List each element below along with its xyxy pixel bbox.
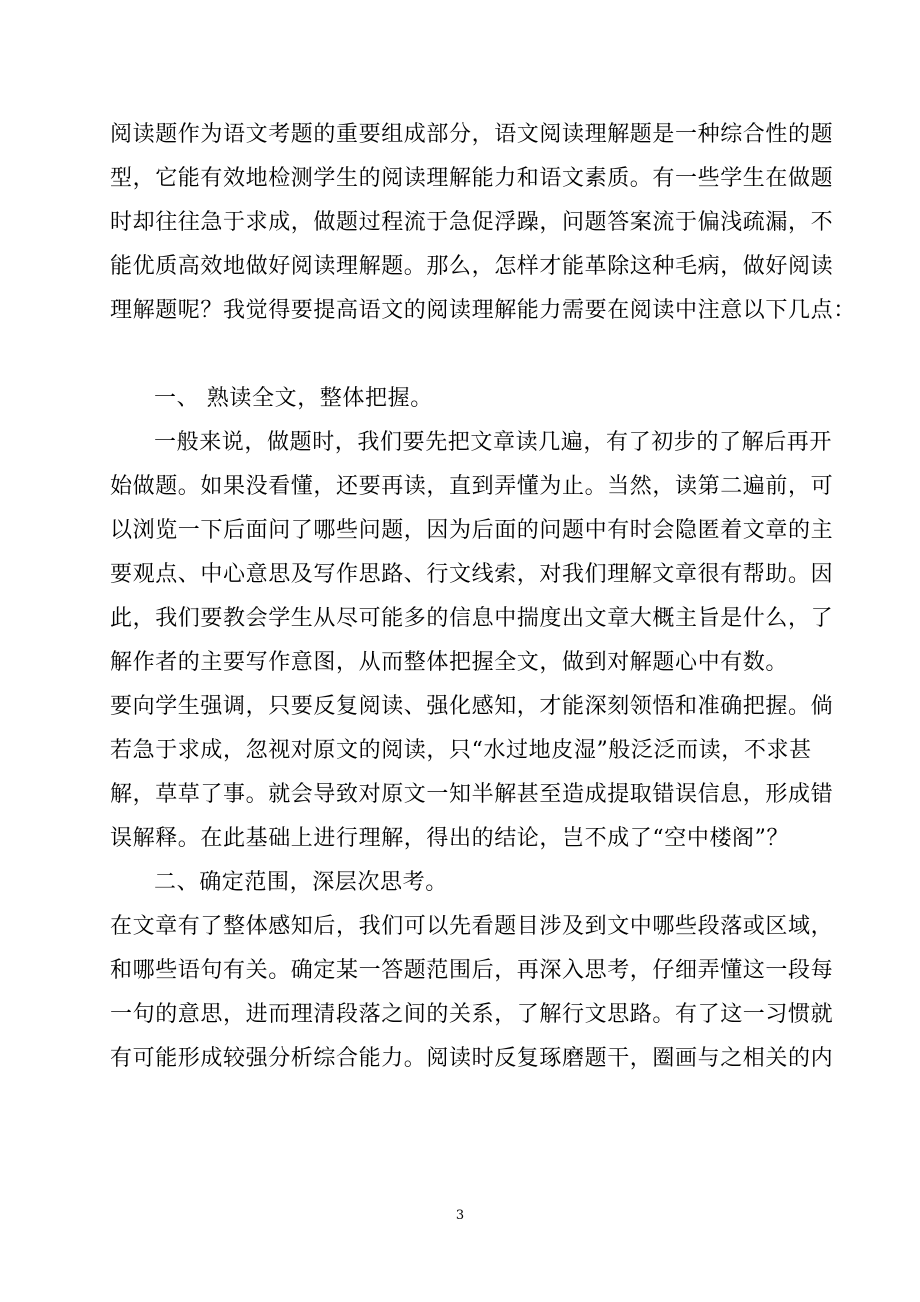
- body-line: 始做题。如果没看懂，还要再读，直到弄懂为止。当然，读第二遍前，可: [110, 474, 834, 499]
- section-heading-1: 一、 熟读全文，整体把握。: [154, 386, 433, 411]
- intro-line: 能优质高效地做好阅读理解题。那么，怎样才能革除这种毛病，做好阅读: [110, 254, 834, 279]
- page-number: 3: [455, 1208, 465, 1223]
- body-line: 解，草草了事。就会导致对原文一知半解甚至造成提取错误信息，形成错: [110, 782, 834, 807]
- body-line: 一句的意思，进而理清段落之间的关系，了解行文思路。有了这一习惯就: [110, 1002, 834, 1027]
- intro-line: 时却往往急于求成，做题过程流于急促浮躁，问题答案流于偏浅疏漏，不: [110, 210, 834, 235]
- body-line: 要向学生强调，只要反复阅读、强化感知，才能深刻领悟和准确把握。倘: [110, 694, 834, 719]
- section-heading-2: 二、确定范围，深层次思考。: [154, 870, 448, 895]
- body-line: 解作者的主要写作意图，从而整体把握全文，做到对解题心中有数。: [110, 650, 789, 675]
- body-line: 误解释。在此基础上进行理解，得出的结论，岂不成了“空中楼阁”？: [110, 826, 790, 851]
- body-line: 此，我们要教会学生从尽可能多的信息中揣度出文章大概主旨是什么，了: [110, 606, 834, 631]
- intro-line: 型，它能有效地检测学生的阅读理解能力和语文素质。有一些学生在做题: [110, 166, 834, 191]
- body-line: 和哪些语句有关。确定某一答题范围后，再深入思考，仔细弄懂这一段每: [110, 958, 834, 983]
- intro-line: 阅读题作为语文考题的重要组成部分，语文阅读理解题是一种综合性的题: [110, 122, 834, 147]
- body-line: 一般来说，做题时，我们要先把文章读几遍，有了初步的了解后再开: [154, 430, 833, 455]
- body-line: 以浏览一下后面问了哪些问题，因为后面的问题中有时会隐匿着文章的主: [110, 518, 834, 543]
- body-line: 有可能形成较强分析综合能力。阅读时反复琢磨题干，圈画与之相关的内: [110, 1046, 834, 1071]
- body-line: 要观点、中心意思及写作思路、行文线索，对我们理解文章很有帮助。因: [110, 562, 834, 587]
- body-line: 若急于求成，忽视对原文的阅读，只“水过地皮湿”般泛泛而读，不求甚: [110, 738, 812, 763]
- body-line: 在文章有了整体感知后，我们可以先看题目涉及到文中哪些段落或区域，: [110, 914, 834, 939]
- intro-line: 理解题呢？我觉得要提高语文的阅读理解能力需要在阅读中注意以下几点：: [110, 298, 856, 323]
